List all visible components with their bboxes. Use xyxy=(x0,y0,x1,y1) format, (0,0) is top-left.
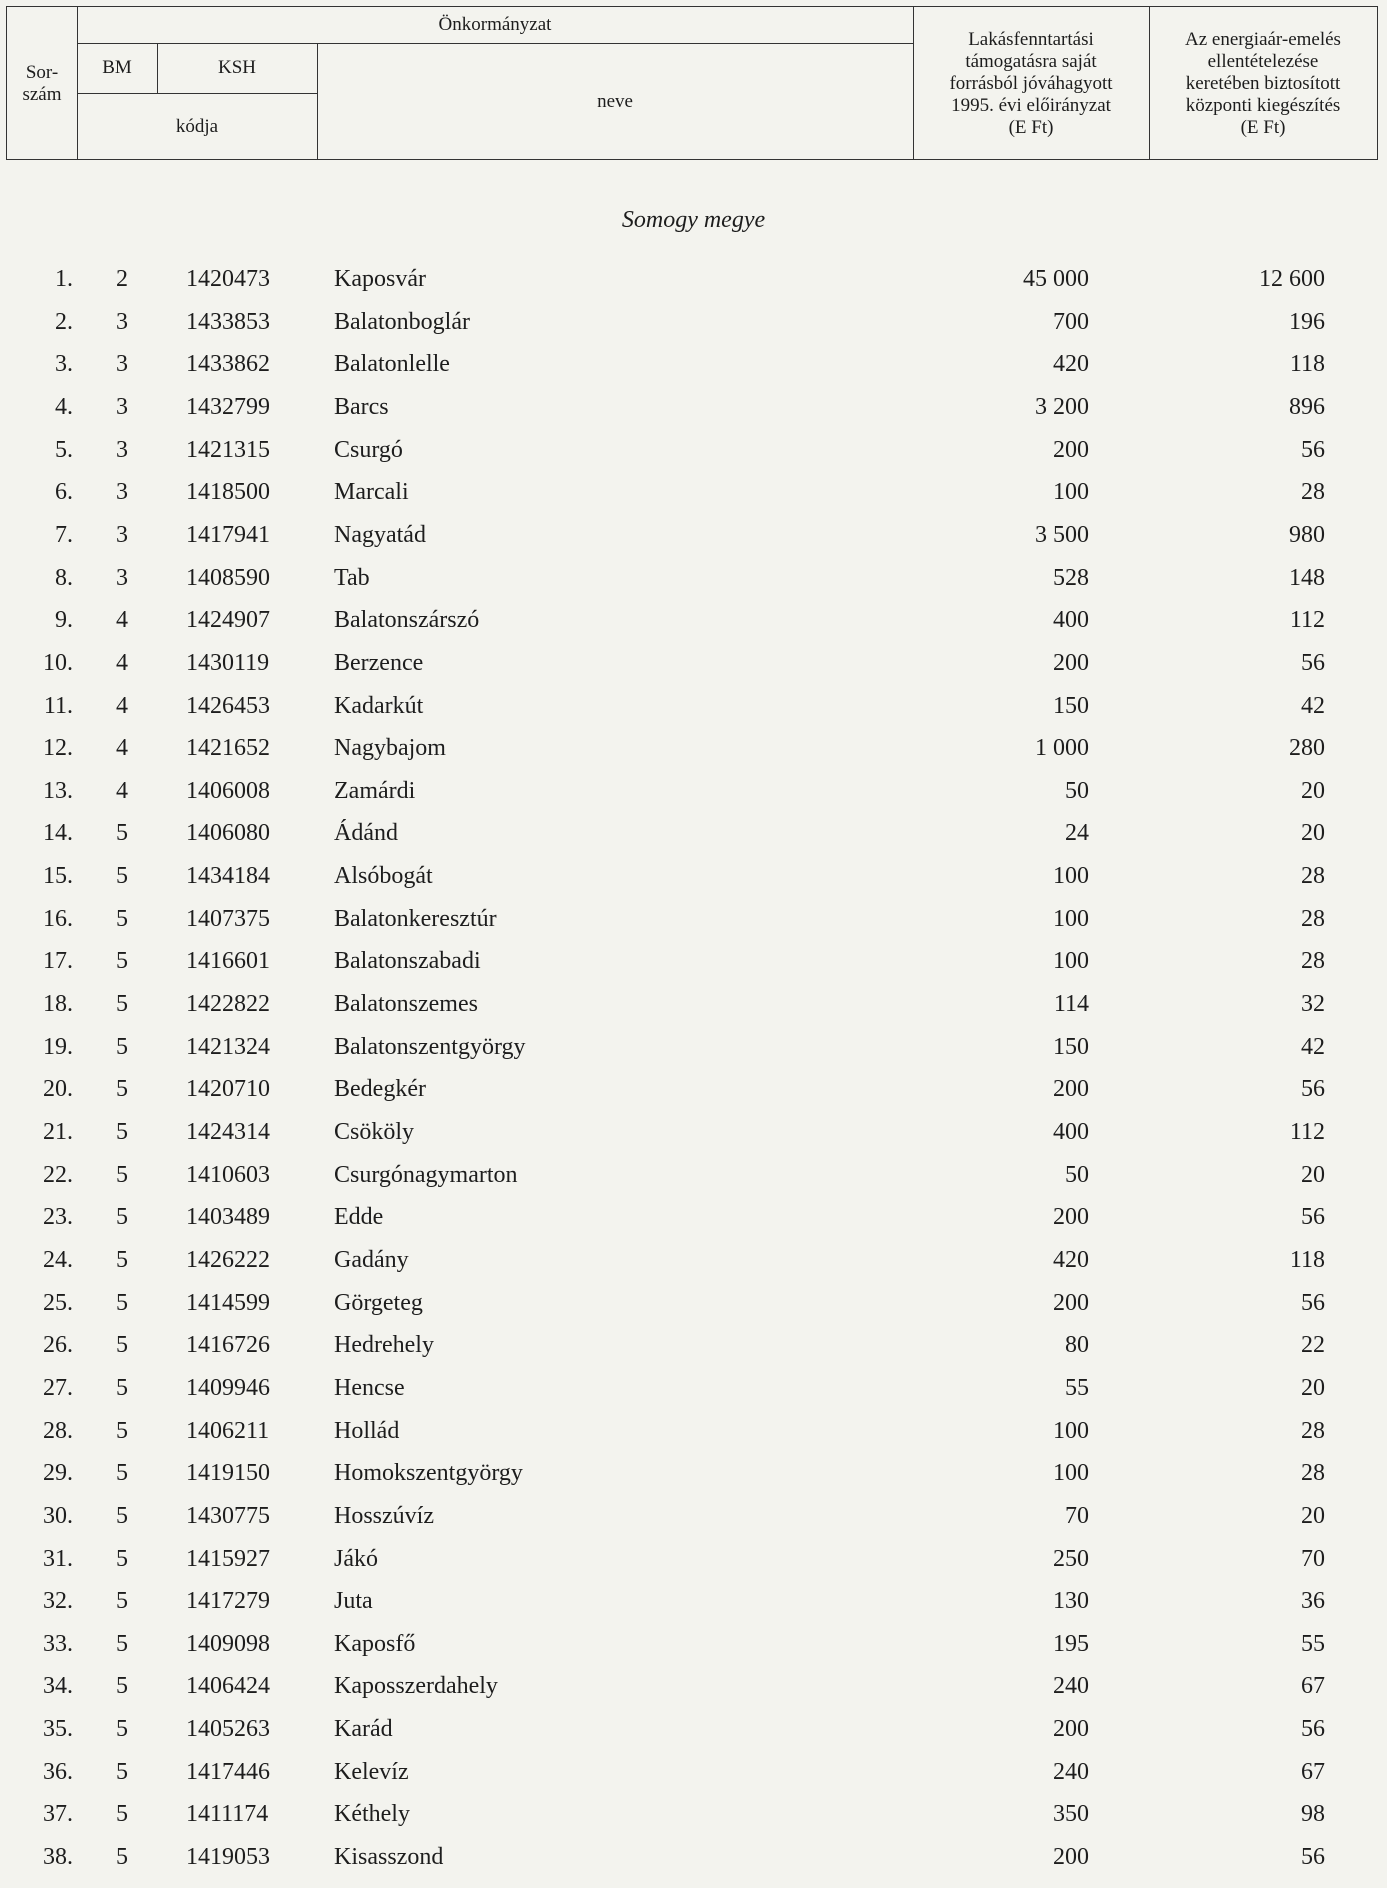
row-energia-amount: 56 xyxy=(1301,1844,1325,1871)
table-row xyxy=(0,1034,1387,1076)
row-lakas-amount: 3 200 xyxy=(1035,393,1089,420)
row-ksh-code: 1422822 xyxy=(186,991,270,1018)
row-municipality-name: Hollád xyxy=(334,1417,400,1444)
row-number: 11. xyxy=(43,692,73,719)
row-number: 7. xyxy=(55,521,73,548)
table-row xyxy=(0,479,1387,521)
row-bm-code: 4 xyxy=(116,649,128,676)
row-bm-code: 5 xyxy=(116,1545,128,1572)
row-municipality-name: Balatonszemes xyxy=(334,991,478,1018)
row-municipality-name: Nagybajom xyxy=(334,735,446,762)
row-lakas-amount: 1 000 xyxy=(1035,735,1089,762)
row-number: 3. xyxy=(55,351,73,378)
row-number: 2. xyxy=(55,308,73,335)
row-energia-amount: 56 xyxy=(1301,1076,1325,1103)
table-row xyxy=(0,351,1387,393)
row-energia-amount: 20 xyxy=(1301,820,1325,847)
row-bm-code: 5 xyxy=(116,905,128,932)
row-bm-code: 5 xyxy=(116,1716,128,1743)
row-lakas-amount: 400 xyxy=(1053,607,1089,634)
row-bm-code: 5 xyxy=(116,1502,128,1529)
table-header xyxy=(6,6,1378,160)
table-row xyxy=(0,1844,1387,1886)
row-number: 29. xyxy=(43,1460,73,1487)
row-lakas-amount: 420 xyxy=(1053,351,1089,378)
row-lakas-amount: 100 xyxy=(1053,863,1089,890)
row-ksh-code: 1426222 xyxy=(186,1246,270,1273)
row-lakas-amount: 45 000 xyxy=(1023,266,1089,292)
row-bm-code: 3 xyxy=(116,564,128,591)
row-lakas-amount: 3 500 xyxy=(1035,521,1089,548)
header-onkormanyzat: Önkormányzat xyxy=(438,14,552,35)
row-bm-code: 5 xyxy=(116,1801,128,1828)
row-municipality-name: Kaposfő xyxy=(334,1630,416,1657)
row-municipality-name: Görgeteg xyxy=(334,1289,423,1316)
row-municipality-name: Marcali xyxy=(334,479,409,506)
row-number: 35. xyxy=(43,1716,73,1743)
row-ksh-code: 1426453 xyxy=(186,692,270,719)
table-row xyxy=(0,1673,1387,1715)
row-number: 31. xyxy=(43,1545,73,1572)
row-lakas-amount: 50 xyxy=(1065,777,1089,804)
row-lakas-amount: 150 xyxy=(1053,1033,1089,1060)
row-energia-amount: 28 xyxy=(1301,905,1325,932)
row-energia-amount: 196 xyxy=(1289,308,1325,335)
row-lakas-amount: 130 xyxy=(1053,1588,1089,1615)
row-ksh-code: 1421324 xyxy=(186,1033,270,1060)
row-energia-amount: 56 xyxy=(1301,649,1325,676)
row-energia-amount: 20 xyxy=(1301,1374,1325,1401)
table-row xyxy=(0,1375,1387,1417)
row-bm-code: 5 xyxy=(116,820,128,847)
table-row xyxy=(0,1631,1387,1673)
row-number: 13. xyxy=(43,777,73,804)
row-bm-code: 4 xyxy=(116,777,128,804)
table-row xyxy=(0,948,1387,990)
row-ksh-code: 1418500 xyxy=(186,479,270,506)
table-row xyxy=(0,1460,1387,1502)
row-bm-code: 5 xyxy=(116,1332,128,1359)
row-energia-amount: 70 xyxy=(1301,1545,1325,1572)
row-bm-code: 5 xyxy=(116,1246,128,1273)
row-ksh-code: 1405263 xyxy=(186,1716,270,1743)
row-bm-code: 5 xyxy=(116,1076,128,1103)
row-municipality-name: Hencse xyxy=(334,1374,405,1401)
row-number: 38. xyxy=(43,1844,73,1871)
row-municipality-name: Berzence xyxy=(334,649,424,676)
row-lakas-amount: 55 xyxy=(1065,1374,1089,1401)
table-row xyxy=(0,1247,1387,1289)
header-lakas: Lakásfenntartási támogatásra saját forrásból jóváhagyott 1995. évi előirányzat (E Ft) xyxy=(949,29,1113,138)
row-lakas-amount: 200 xyxy=(1053,1289,1089,1316)
row-energia-amount: 980 xyxy=(1289,521,1325,548)
row-bm-code: 5 xyxy=(116,991,128,1018)
row-energia-amount: 20 xyxy=(1301,1161,1325,1188)
row-energia-amount: 22 xyxy=(1301,1332,1325,1359)
row-municipality-name: Balatonszárszó xyxy=(334,607,480,634)
row-ksh-code: 1424907 xyxy=(186,607,270,634)
row-number: 37. xyxy=(43,1801,73,1828)
row-municipality-name: Kéthely xyxy=(334,1801,410,1828)
row-bm-code: 3 xyxy=(116,351,128,378)
row-lakas-amount: 70 xyxy=(1065,1502,1089,1529)
header-bm: BM xyxy=(102,57,132,78)
table-row xyxy=(0,863,1387,905)
table-row xyxy=(0,437,1387,479)
row-lakas-amount: 200 xyxy=(1053,1204,1089,1231)
row-lakas-amount: 200 xyxy=(1053,1844,1089,1871)
row-municipality-name: Ádánd xyxy=(334,820,398,847)
row-ksh-code: 1415927 xyxy=(186,1545,270,1572)
row-lakas-amount: 100 xyxy=(1053,1417,1089,1444)
row-number: 1. xyxy=(55,266,73,292)
row-ksh-code: 1406008 xyxy=(186,777,270,804)
row-number: 9. xyxy=(55,607,73,634)
row-number: 6. xyxy=(55,479,73,506)
row-lakas-amount: 100 xyxy=(1053,1460,1089,1487)
row-bm-code: 5 xyxy=(116,1844,128,1871)
row-lakas-amount: 150 xyxy=(1053,692,1089,719)
row-municipality-name: Tab xyxy=(334,564,370,591)
row-municipality-name: Balatonlelle xyxy=(334,351,450,378)
row-lakas-amount: 24 xyxy=(1065,820,1089,847)
table-row xyxy=(0,1162,1387,1204)
row-ksh-code: 1416601 xyxy=(186,948,270,975)
row-number: 10. xyxy=(43,649,73,676)
table-row xyxy=(0,1418,1387,1460)
row-lakas-amount: 420 xyxy=(1053,1246,1089,1273)
row-ksh-code: 1430119 xyxy=(186,649,270,676)
row-ksh-code: 1407375 xyxy=(186,905,270,932)
row-bm-code: 5 xyxy=(116,1588,128,1615)
header-kodja: kódja xyxy=(175,116,219,137)
row-number: 15. xyxy=(43,863,73,890)
row-municipality-name: Gadány xyxy=(334,1246,409,1273)
row-municipality-name: Kelevíz xyxy=(334,1758,409,1785)
table-row xyxy=(0,1119,1387,1161)
row-number: 21. xyxy=(43,1119,73,1145)
row-lakas-amount: 200 xyxy=(1053,1716,1089,1743)
row-energia-amount: 28 xyxy=(1301,948,1325,975)
row-energia-amount: 118 xyxy=(1289,351,1325,378)
table-row xyxy=(0,1801,1387,1843)
row-bm-code: 3 xyxy=(116,308,128,335)
row-bm-code: 3 xyxy=(116,393,128,420)
row-lakas-amount: 50 xyxy=(1065,1161,1089,1188)
row-lakas-amount: 350 xyxy=(1053,1801,1089,1828)
row-municipality-name: Zamárdi xyxy=(334,777,416,804)
row-lakas-amount: 200 xyxy=(1053,649,1089,676)
table-row xyxy=(0,1332,1387,1374)
row-number: 27. xyxy=(43,1374,73,1401)
row-bm-code: 5 xyxy=(116,1673,128,1700)
header-ksh: KSH xyxy=(217,57,256,78)
row-municipality-name: Edde xyxy=(334,1204,384,1231)
row-energia-amount: 42 xyxy=(1301,692,1325,719)
table-row xyxy=(0,1204,1387,1246)
row-lakas-amount: 240 xyxy=(1053,1758,1089,1785)
row-bm-code: 3 xyxy=(116,479,128,506)
table-row xyxy=(0,1759,1387,1801)
row-energia-amount: 28 xyxy=(1301,479,1325,506)
row-energia-amount: 56 xyxy=(1301,1289,1325,1316)
row-number: 14. xyxy=(43,820,73,847)
row-number: 32. xyxy=(43,1588,73,1615)
row-ksh-code: 1421652 xyxy=(186,735,270,762)
row-municipality-name: Homokszentgyörgy xyxy=(334,1460,523,1487)
row-energia-amount: 20 xyxy=(1301,777,1325,804)
row-energia-amount: 56 xyxy=(1301,1716,1325,1743)
row-ksh-code: 1417446 xyxy=(186,1758,270,1785)
table-row xyxy=(0,1076,1387,1118)
row-municipality-name: Kadarkút xyxy=(334,692,424,719)
row-energia-amount: 12 600 xyxy=(1259,266,1325,292)
row-lakas-amount: 700 xyxy=(1053,308,1089,335)
row-municipality-name: Bedegkér xyxy=(334,1076,426,1103)
table-row xyxy=(0,522,1387,564)
row-bm-code: 5 xyxy=(116,1630,128,1657)
row-lakas-amount: 200 xyxy=(1053,1076,1089,1103)
row-bm-code: 5 xyxy=(116,1460,128,1487)
row-municipality-name: Kaposvár xyxy=(334,266,426,292)
row-municipality-name: Juta xyxy=(334,1588,373,1615)
row-ksh-code: 1417941 xyxy=(186,521,270,548)
row-municipality-name: Balatonboglár xyxy=(334,308,470,335)
row-municipality-name: Barcs xyxy=(334,393,389,420)
row-energia-amount: 36 xyxy=(1301,1588,1325,1615)
row-number: 12. xyxy=(43,735,73,762)
row-municipality-name: Kaposszerdahely xyxy=(334,1673,498,1700)
row-ksh-code: 1403489 xyxy=(186,1204,270,1231)
row-energia-amount: 896 xyxy=(1289,393,1325,420)
row-municipality-name: Csurgó xyxy=(334,436,403,463)
row-energia-amount: 67 xyxy=(1301,1758,1325,1785)
row-lakas-amount: 400 xyxy=(1053,1119,1089,1145)
row-ksh-code: 1417279 xyxy=(186,1588,270,1615)
row-bm-code: 3 xyxy=(116,521,128,548)
row-number: 17. xyxy=(43,948,73,975)
row-ksh-code: 1409098 xyxy=(186,1630,270,1657)
row-ksh-code: 1406211 xyxy=(186,1417,270,1444)
row-bm-code: 5 xyxy=(116,1204,128,1231)
row-energia-amount: 56 xyxy=(1301,1204,1325,1231)
row-lakas-amount: 100 xyxy=(1053,905,1089,932)
row-ksh-code: 1410603 xyxy=(186,1161,270,1188)
row-bm-code: 5 xyxy=(116,1758,128,1785)
row-ksh-code: 1421315 xyxy=(186,436,270,463)
row-bm-code: 3 xyxy=(116,436,128,463)
table-row xyxy=(0,778,1387,820)
row-lakas-amount: 200 xyxy=(1053,436,1089,463)
row-bm-code: 2 xyxy=(116,266,128,292)
row-number: 18. xyxy=(43,991,73,1018)
row-lakas-amount: 250 xyxy=(1053,1545,1089,1572)
row-bm-code: 5 xyxy=(116,1033,128,1060)
row-energia-amount: 112 xyxy=(1289,607,1325,634)
row-municipality-name: Hosszúvíz xyxy=(334,1502,434,1529)
row-municipality-name: Hedrehely xyxy=(334,1332,434,1359)
row-ksh-code: 1409946 xyxy=(186,1374,270,1401)
row-bm-code: 5 xyxy=(116,1161,128,1188)
row-municipality-name: Csurgónagymarton xyxy=(334,1161,518,1188)
row-ksh-code: 1406424 xyxy=(186,1673,270,1700)
row-energia-amount: 98 xyxy=(1301,1801,1325,1828)
row-number: 28. xyxy=(43,1417,73,1444)
row-municipality-name: Balatonszabadi xyxy=(334,948,481,975)
row-number: 36. xyxy=(43,1758,73,1785)
row-number: 20. xyxy=(43,1076,73,1103)
row-ksh-code: 1414599 xyxy=(186,1289,270,1316)
row-bm-code: 5 xyxy=(116,1417,128,1444)
row-number: 8. xyxy=(55,564,73,591)
row-energia-amount: 42 xyxy=(1301,1033,1325,1060)
row-lakas-amount: 528 xyxy=(1053,564,1089,591)
row-ksh-code: 1419150 xyxy=(186,1460,270,1487)
row-energia-amount: 148 xyxy=(1289,564,1325,591)
row-ksh-code: 1434184 xyxy=(186,863,270,890)
row-bm-code: 4 xyxy=(116,607,128,634)
row-ksh-code: 1430775 xyxy=(186,1502,270,1529)
row-ksh-code: 1433853 xyxy=(186,308,270,335)
row-bm-code: 5 xyxy=(116,1374,128,1401)
row-bm-code: 5 xyxy=(116,1119,128,1145)
row-number: 24. xyxy=(43,1246,73,1273)
row-municipality-name: Kisasszond xyxy=(334,1844,444,1871)
table-row xyxy=(0,650,1387,692)
row-ksh-code: 1432799 xyxy=(186,393,270,420)
row-lakas-amount: 100 xyxy=(1053,948,1089,975)
row-number: 25. xyxy=(43,1289,73,1316)
table-row xyxy=(0,1546,1387,1588)
row-ksh-code: 1411174 xyxy=(186,1801,269,1828)
row-ksh-code: 1420710 xyxy=(186,1076,270,1103)
row-ksh-code: 1424314 xyxy=(186,1119,270,1145)
table-row xyxy=(0,735,1387,777)
row-lakas-amount: 195 xyxy=(1053,1630,1089,1657)
table-row xyxy=(0,394,1387,436)
row-energia-amount: 112 xyxy=(1289,1119,1325,1145)
table-row xyxy=(0,1716,1387,1758)
row-energia-amount: 28 xyxy=(1301,863,1325,890)
row-lakas-amount: 114 xyxy=(1053,991,1089,1018)
section-title: Somogy megye xyxy=(621,207,766,233)
row-lakas-amount: 100 xyxy=(1053,479,1089,506)
table-row xyxy=(0,309,1387,351)
row-energia-amount: 56 xyxy=(1301,436,1325,463)
header-energia: Az energiaár-emelés ellentételezése keretében biztosított központi kiegészítés (E Ft) xyxy=(1185,29,1341,138)
row-municipality-name: Csököly xyxy=(334,1119,415,1145)
row-municipality-name: Nagyatád xyxy=(334,521,426,548)
row-number: 26. xyxy=(43,1332,73,1359)
row-number: 22. xyxy=(43,1161,73,1188)
row-bm-code: 4 xyxy=(116,692,128,719)
row-energia-amount: 28 xyxy=(1301,1460,1325,1487)
row-bm-code: 5 xyxy=(116,1289,128,1316)
row-ksh-code: 1419053 xyxy=(186,1844,270,1871)
row-number: 4. xyxy=(55,393,73,420)
row-lakas-amount: 80 xyxy=(1065,1332,1089,1359)
row-ksh-code: 1420473 xyxy=(186,266,270,292)
header-neve: neve xyxy=(597,91,633,112)
row-ksh-code: 1406080 xyxy=(186,820,270,847)
row-municipality-name: Balatonszentgyörgy xyxy=(334,1033,526,1060)
table-row xyxy=(0,693,1387,735)
table-row xyxy=(0,1503,1387,1545)
table-row xyxy=(0,266,1387,308)
table-row xyxy=(0,820,1387,862)
row-energia-amount: 67 xyxy=(1301,1673,1325,1700)
row-ksh-code: 1433862 xyxy=(186,351,270,378)
row-number: 19. xyxy=(43,1033,73,1060)
row-ksh-code: 1416726 xyxy=(186,1332,270,1359)
row-energia-amount: 20 xyxy=(1301,1502,1325,1529)
row-number: 5. xyxy=(55,436,73,463)
row-energia-amount: 118 xyxy=(1289,1246,1325,1273)
row-municipality-name: Alsóbogát xyxy=(334,863,433,890)
table-row xyxy=(0,607,1387,649)
row-number: 16. xyxy=(43,905,73,932)
row-bm-code: 5 xyxy=(116,948,128,975)
row-number: 34. xyxy=(43,1673,73,1700)
row-bm-code: 4 xyxy=(116,735,128,762)
row-energia-amount: 55 xyxy=(1301,1630,1325,1657)
row-number: 33. xyxy=(43,1630,73,1657)
row-number: 23. xyxy=(43,1204,73,1231)
row-number: 30. xyxy=(43,1502,73,1529)
row-energia-amount: 280 xyxy=(1289,735,1325,762)
row-bm-code: 5 xyxy=(116,863,128,890)
row-municipality-name: Karád xyxy=(334,1716,393,1743)
row-municipality-name: Balatonkeresztúr xyxy=(334,905,497,932)
row-lakas-amount: 240 xyxy=(1053,1673,1089,1700)
row-energia-amount: 32 xyxy=(1301,991,1325,1018)
row-municipality-name: Jákó xyxy=(334,1545,378,1572)
row-ksh-code: 1408590 xyxy=(186,564,270,591)
header-sorszam: Sor- szám xyxy=(22,62,62,105)
table-row xyxy=(0,565,1387,607)
table-row xyxy=(0,1588,1387,1630)
row-energia-amount: 28 xyxy=(1301,1417,1325,1444)
table-row xyxy=(0,991,1387,1033)
table-row xyxy=(0,906,1387,948)
table-row xyxy=(0,1290,1387,1332)
